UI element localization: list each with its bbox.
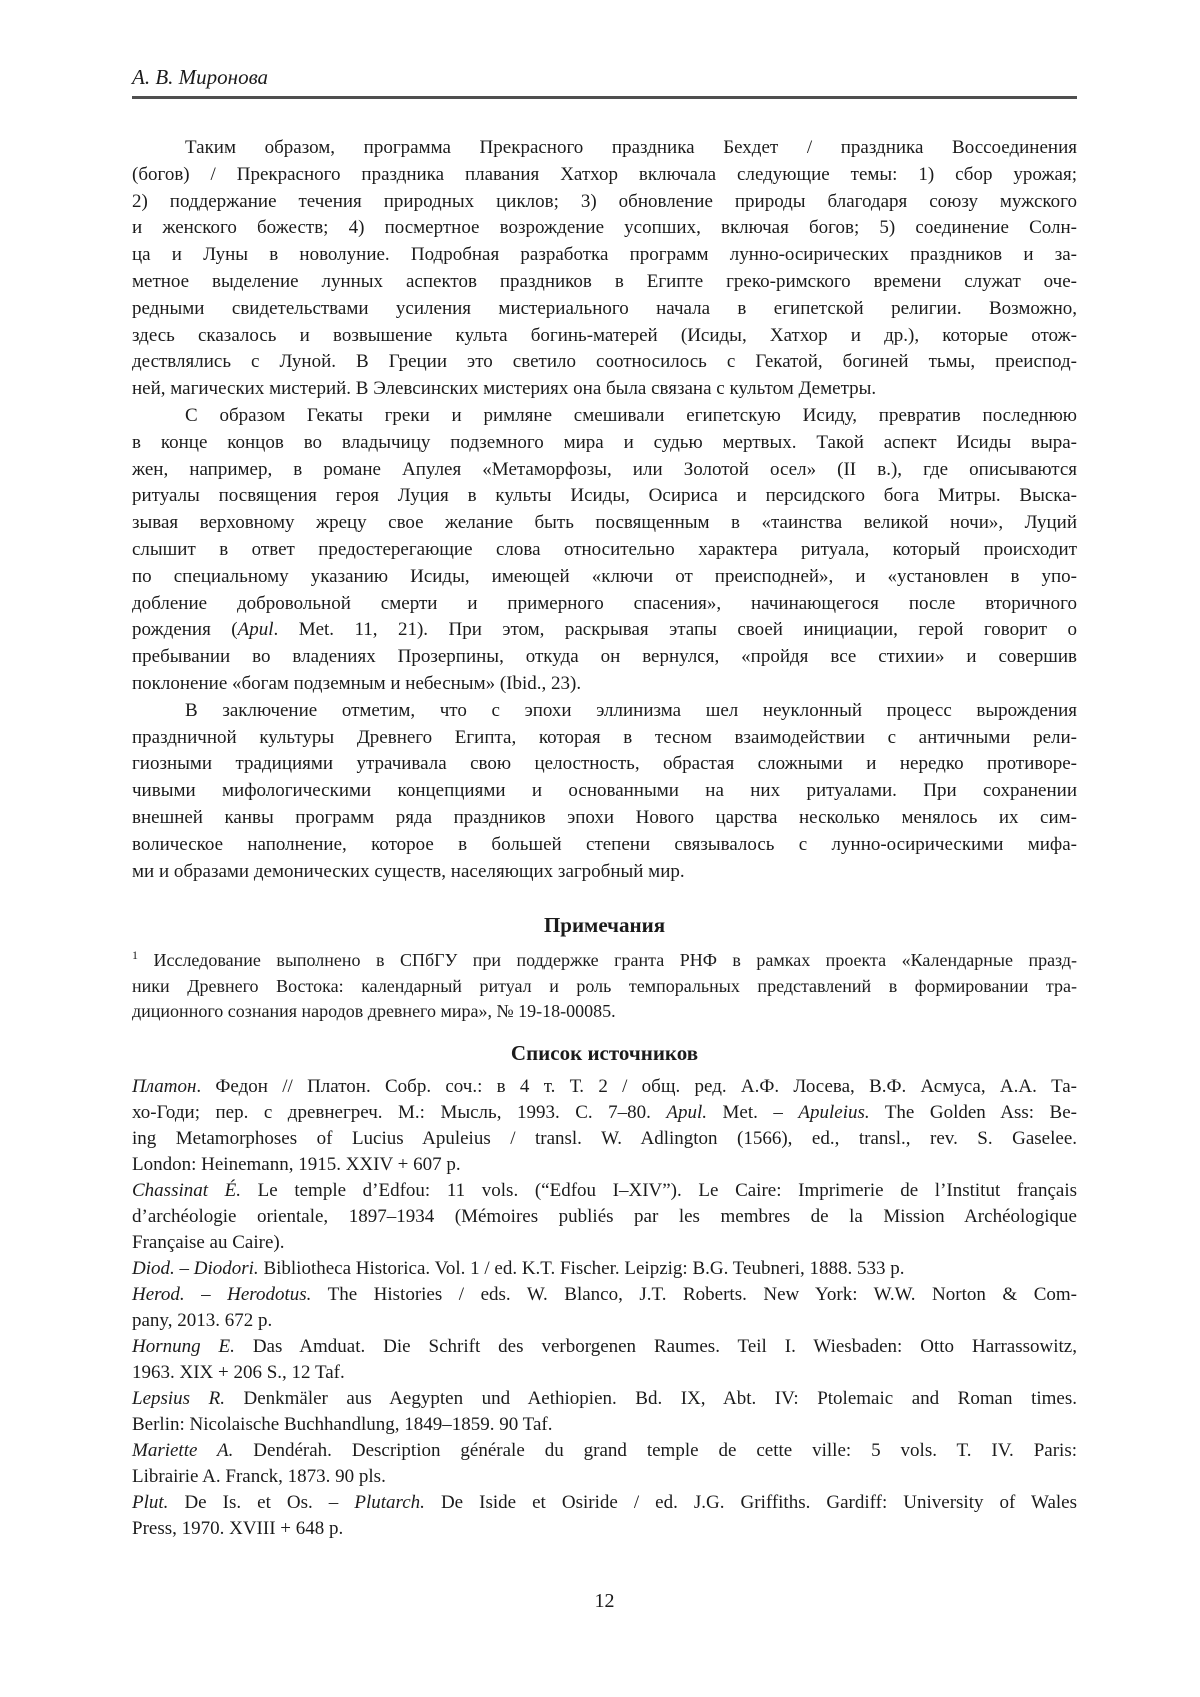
page-number: 12 (594, 1589, 615, 1612)
text-line: в конце концов во владычицу подземного мира и судью мертвых. Такой аспект Исиды выра- (132, 431, 1077, 453)
text-line: Таким образом, программа Прекрасного праздника Бехдет / праздника Воссоединения (185, 137, 1077, 158)
footnote-paragraph (132, 948, 1077, 1025)
bib-entry (132, 1386, 1077, 1438)
text-line: пребывании во владениях Прозерпины, откуда он вернулся, «пройдя все стихии» и совершив (132, 646, 1077, 668)
text-line: d’archéologie orientale, 1897–1934 (Mémoires publiés par les membres de la Mission Archéologique (132, 1205, 1077, 1227)
text-line: редными свидетельствами усиления мистериального начала в египетской религии. Возможно, (132, 297, 1077, 319)
bib-entry (132, 1282, 1077, 1334)
text-line: $^1$ Исследование выполнено в СПбГУ при поддержке гранта РНФ в рамках проекта «Календарные празд- (132, 948, 1077, 971)
text-line: чивыми мифологическими концепциями и основанными на них ритуалами. При сохранении (132, 780, 1077, 802)
text-line: ing Metamorphoses of Lucius Apuleius / transl. W. Adlington (1566), ed., transl., rev. S. Gaselee. (132, 1127, 1077, 1149)
text-line: 1963. XIX + 206 S., 12 Taf. (132, 1361, 345, 1383)
text-line: поклонение «богам подземным и небесным» (Ibid., 23). (132, 672, 582, 694)
text-line: Librairie A. Franck, 1873. 90 pls. (132, 1465, 386, 1487)
text-line: Berlin: Nicolaische Buchhandlung, 1849–1859. 90 Taf. (132, 1413, 553, 1435)
text-line: диционного сознания народов древнего мира», № 19-18-00085. (132, 1001, 616, 1022)
bibliography (132, 1074, 1077, 1542)
text-line: London: Heinemann, 1915. XXIV + 607 p. (132, 1153, 461, 1175)
text-line: рождения (Apul. Met. 11, 21). При этом, раскрывая этапы своей инициации, герой говорит о (132, 619, 1077, 641)
text-line: Chassinat É. Le temple d’Edfou: 11 vols. (“Edfou I–XIV”). Le Caire: Imprimerie de l’Institut français (132, 1179, 1077, 1201)
text-line: по специальному указанию Исиды, имеющей «ключи от преисподней», и «установлен в упо- (132, 565, 1077, 587)
text-line: жен, например, в романе Апулея «Метаморфозы, или Золотой осел» (II в.), где описываются (132, 458, 1077, 480)
text-line: Lepsius R. Denkmäler aus Aegypten und Aethiopien. Bd. IX, Abt. IV: Ptolemaic and Roman times. (132, 1387, 1077, 1409)
sources-heading: Список источников (510, 1040, 699, 1065)
text-line: хо-Годи; пер. с древнегреч. М.: Мысль, 1993. С. 7–80. Apul. Met. – Apuleius. The Golden Ass: Be- (132, 1101, 1077, 1123)
bib-entry (132, 1178, 1077, 1256)
text-line: ца и Луны в новолуние. Подробная разработка программ лунно-осирических праздников и за- (132, 244, 1077, 266)
text-line: Hornung E. Das Amduat. Die Schrift des verborgenen Raumes. Teil I. Wiesbaden: Otto Harrassowitz, (132, 1335, 1077, 1357)
text-line: и женского божеств; 4) посмертное возрождение усопших, включая богов; 5) соединение Солн- (132, 217, 1077, 239)
text-block (132, 0, 1077, 1613)
text-line: ники Древнего Востока: календарный ритуал и роль темпоральных представлений в формировании тра- (132, 975, 1077, 996)
text-line: волическое наполнение, которое в большей степени связывалось с лунно-осирическими мифа- (132, 833, 1077, 855)
text-line: внешней канвы программ ряда праздников эпохи Нового царства несколько менялось их сим- (132, 806, 1077, 828)
text-line: Plut. De Is. et Os. – Plutarch. De Iside et Osiride / ed. J.G. Griffiths. Gardiff: University of Wales (132, 1491, 1078, 1513)
text-line: здесь сказалось и возвышение культа богинь-матерей (Исиды, Хатхор и др.), которые отож- (132, 324, 1077, 346)
text-line: Herod. – Herodotus. The Histories / eds. W. Blanco, J.T. Roberts. New York: W.W. Norton & Com- (132, 1283, 1077, 1305)
text-line: Mariette A. Dendérah. Description générale du grand temple de cette ville: 5 vols. T. IV. Paris: (132, 1439, 1077, 1461)
footnote (132, 948, 1077, 1025)
text-line: дествлялись с Луной. В Греции это светило соотносилось с Гекатой, богиней тьмы, преиспод- (132, 351, 1077, 373)
text-line: Press, 1970. XVIII + 648 p. (132, 1517, 344, 1539)
bib-entry (132, 1438, 1077, 1490)
text-line: pany, 2013. 672 p. (132, 1309, 273, 1331)
text-line: В заключение отметим, что с эпохи эллинизма шел неуклонный процесс вырождения (185, 699, 1077, 721)
text-line: метное выделение лунных аспектов праздников в Египте греко-римского времени служат оче- (132, 270, 1077, 292)
paragraph (132, 403, 1077, 698)
notes-heading: Примечания (543, 913, 666, 938)
text-line: ритуалы посвящения героя Луция в культы Исиды, Осириса и персидского бога Митры. Выска- (132, 485, 1077, 507)
text-line: слышит в ответ предостерегающие слова относительно характера ритуала, который происходит (132, 538, 1077, 560)
text-line: Платон. Федон // Платон. Собр. соч.: в 4 т. Т. 2 / общ. ред. А.Ф. Лосева, В.Ф. Асмуса, А.А. Та- (132, 1075, 1077, 1097)
text-line: зывая верховному жрецу свое желание быть посвященным в «таинства великой ночи», Луций (132, 512, 1077, 534)
text-line: Française au Caire). (132, 1231, 285, 1253)
article-body (132, 135, 1077, 885)
bib-entry (132, 1334, 1077, 1386)
paragraph (132, 698, 1077, 886)
text-line: ней, магических мистерий. В Элевсинских мистериях она была связана с культом Деметры. (132, 378, 877, 400)
bib-entry (132, 1490, 1077, 1542)
bib-entry (132, 1256, 1077, 1282)
running-header: А. В. Миронова (132, 65, 269, 89)
text-line: гиозными традициями утрачивала свою целостность, обрастая сложными и нередко противоре- (132, 753, 1077, 775)
text-line: ми и образами демонических существ, населяющих загробный мир. (132, 860, 685, 882)
text-line: 2) поддержание течения природных циклов; 3) обновление природы благодаря союзу мужского (132, 190, 1077, 212)
text-line: праздничной культуры Древнего Египта, которая в тесном взаимодействии с античными рели- (132, 726, 1077, 748)
text-line: (богов) / Прекрасного праздника плавания Хатхор включала следующие темы: 1) сбор урожая; (132, 163, 1077, 185)
text-line: С образом Гекаты греки и римляне смешивали египетскую Исиду, превратив последнюю (185, 404, 1077, 426)
paragraph (132, 135, 1077, 403)
bib-entry (132, 1074, 1077, 1178)
text-line: добление добровольной смерти и примерного спасения», начинающегося после вторичного (132, 592, 1077, 614)
header-rule (132, 96, 1077, 99)
text-line: Diod. – Diodori. Bibliotheca Historica. Vol. 1 / ed. K.T. Fischer. Leipzig: B.G. Teubneri, 1888. 533 p. (132, 1257, 905, 1279)
